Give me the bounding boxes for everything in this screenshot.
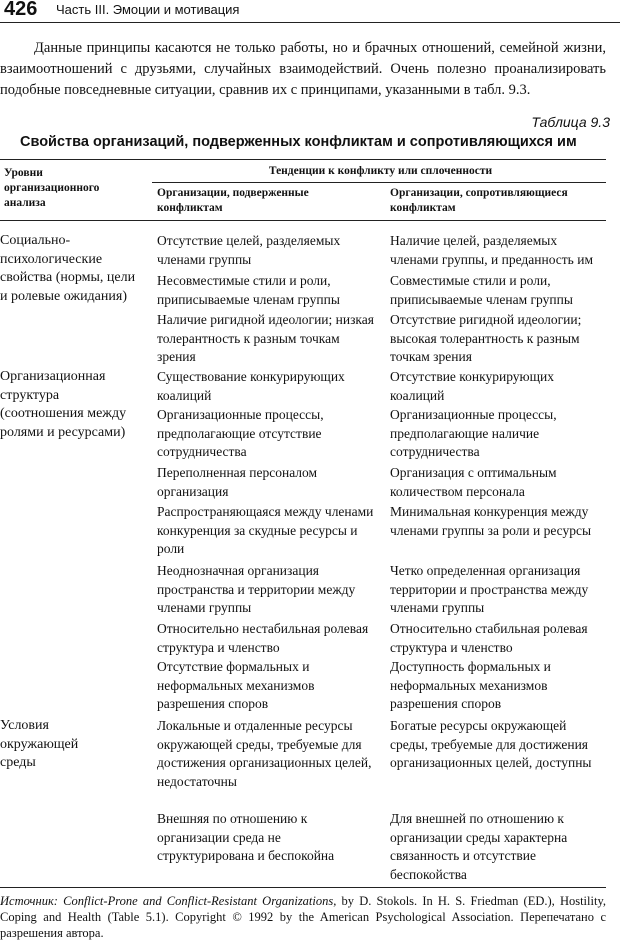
cell-resistant: Доступность формальных и неформальных механизмов разрешения споров xyxy=(390,659,551,711)
cell-resistant: Организационные процессы, предполагающие наличие сотрудничества xyxy=(390,407,557,459)
cell-prone: Неоднозначная организация пространства и территории между членами группы xyxy=(157,563,356,615)
cell-resistant: Богатые ресурсы окружающей среды, требуемые для достижения организационных целей, доступны xyxy=(390,718,592,770)
cell-prone: Существование конкурирующих коалиций xyxy=(157,369,345,403)
cell-resistant: Четко определенная организация территории и пространства между членами группы xyxy=(390,563,589,615)
table-caption: Таблица 9.3 xyxy=(531,114,610,130)
cell-resistant: Для внешней по отношению к организации среды характерна связанность и отсутствие беспокойства xyxy=(390,811,568,882)
cell-prone: Локальные и отдаленные ресурсы окружающей среды, требуемые для достижения организационных целей, недостаточны xyxy=(157,718,372,789)
cell-prone: Распространяющаяся между членами конкуренция за скудные ресурсы и роли xyxy=(157,504,374,556)
header-level: Уровни организационного анализа xyxy=(4,167,100,209)
cell-prone: Отсутствие формальных и неформальных механизмов разрешения споров xyxy=(157,659,315,711)
table-bottom-rule xyxy=(0,887,606,888)
header-tendency: Тенденции к конфликту или сплоченности xyxy=(268,165,493,177)
level-label: Условия окружающей среды xyxy=(0,718,79,770)
cell-resistant: Наличие целей, разделяемых членами группы, и преданность им xyxy=(390,233,593,267)
source-rest: by D. Stokols. In H. S. Friedman (ED.), Hostility, Coping and Health (Table 5.1). Copyright © 1992 by the American Psychological Association. Перепечатано с разрешения автора. xyxy=(0,894,607,940)
table-top-rule xyxy=(0,159,606,160)
source-work: Conflict-Prone and Conflict-Resistant Organizations, xyxy=(63,894,337,908)
header-prone: Организации, подверженные конфликтам xyxy=(157,187,309,214)
level-label: Организационная структура (соотношения между ролями и ресурсами) xyxy=(0,369,127,440)
header-bottom-rule xyxy=(0,220,606,221)
header-resistant: Организации, сопротивляющиеся конфликтам xyxy=(390,187,568,214)
source-note xyxy=(0,893,606,941)
cell-prone: Наличие ригидной идеологии; низкая толерантность к разным точкам зрения xyxy=(157,312,374,364)
cell-prone: Относительно нестабильная ролевая структура и членство xyxy=(157,621,369,655)
header-mid-rule xyxy=(152,182,606,183)
cell-resistant: Совместимые стили и роли, приписываемые членам группы xyxy=(390,273,573,307)
cell-resistant: Относительно стабильная ролевая структура и членство xyxy=(390,621,588,655)
table-title: Свойства организаций, подверженных конфликтам и сопротивляющихся им xyxy=(20,134,577,150)
cell-prone: Переполненная персоналом организация xyxy=(157,465,318,499)
level-label: Социально-психологические свойства (нормы, цели и ролевые ожидания) xyxy=(0,233,136,304)
cell-resistant: Организация с оптимальным количеством персонала xyxy=(390,465,557,499)
cell-prone: Отсутствие целей, разделяемых членами группы xyxy=(157,233,341,267)
cell-prone: Организационные процессы, предполагающие отсутствие сотрудничества xyxy=(157,407,324,459)
cell-resistant: Минимальная конкуренция между членами группы за роли и ресурсы xyxy=(390,504,592,538)
cell-prone: Внешняя по отношению к организации среда не структурирована и беспокойна xyxy=(157,811,335,863)
intro-paragraph: Данные принципы касаются не только работы, но и брачных отношений, семейной жизни, взаимоотношений с друзьями, случайных взаимодействий. Очень полезно проанализировать подобные повседневные ситуации, сравнив их с принципами, указанными в табл. 9.3. xyxy=(0,40,606,98)
source-lead: Источник: xyxy=(0,894,58,908)
cell-resistant: Отсутствие ригидной идеологии; высокая толерантность к разным точкам зрения xyxy=(390,312,582,364)
page-header xyxy=(0,0,620,23)
cell-prone: Несовместимые стили и роли, приписываемые членам группы xyxy=(157,273,340,307)
page-number: 426 xyxy=(4,0,38,20)
cell-resistant: Отсутствие конкурирующих коалиций xyxy=(390,369,555,403)
running-head: Часть III. Эмоции и мотивация xyxy=(56,2,240,17)
